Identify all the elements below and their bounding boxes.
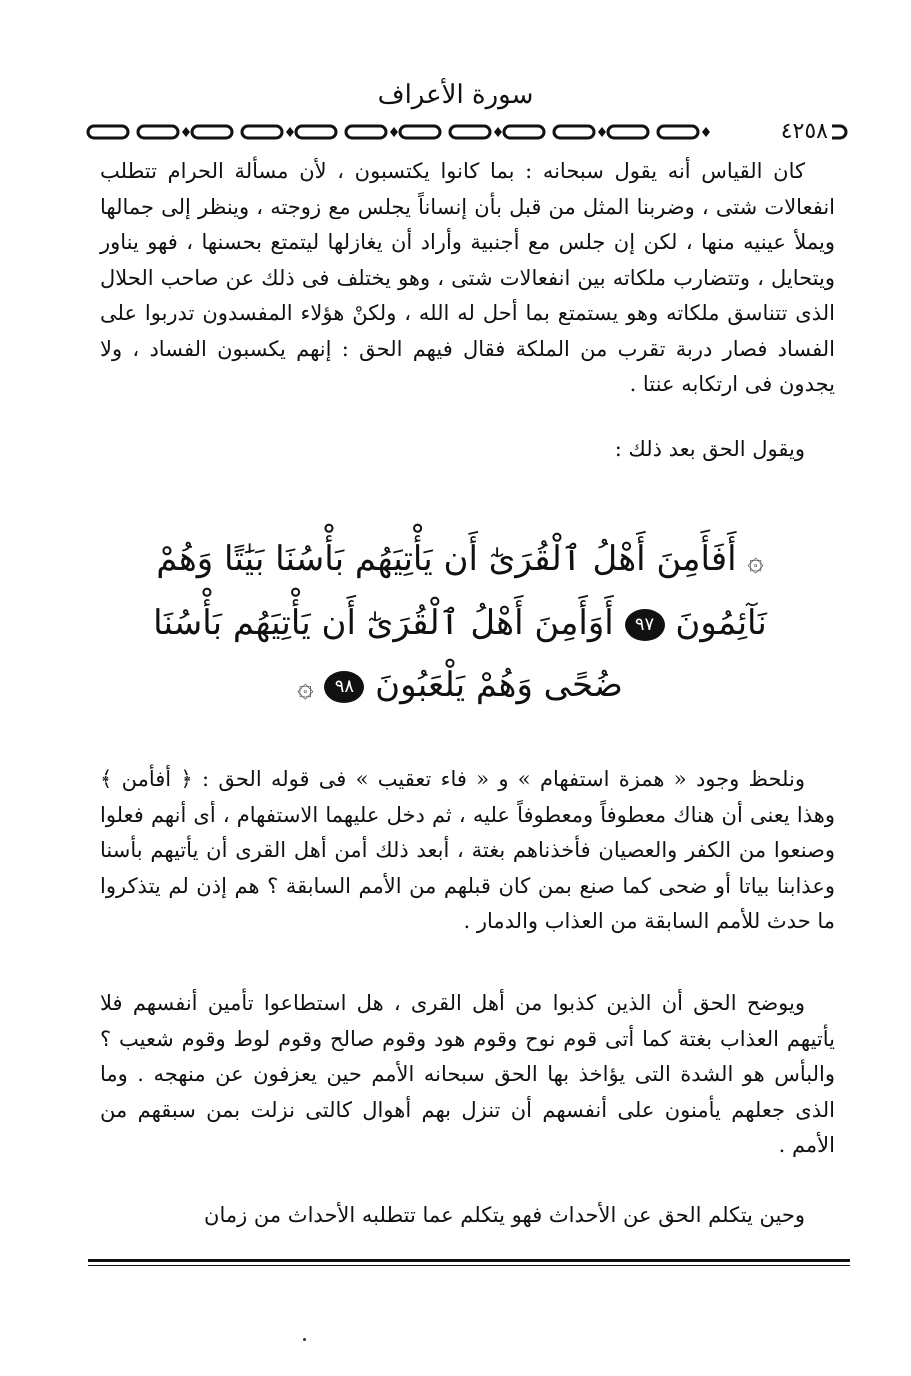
ayah-number-badge: ٩٧ (625, 609, 665, 641)
footer-rule-thick (88, 1259, 850, 1262)
paragraph-text: ويقول الحق بعد ذلك : (614, 437, 805, 461)
paragraph-text: ونلحظ وجود « همزة استفهام » و « فاء تعقيب » فى قوله الحق : ﴿ أفأمن ﴾ وهذا يعنى أن هناك معطوفاً ومعطوفاً عليه ، ثم دخل عليهما الاستفهام ، أى أنهم فعلوا وصنعوا من الكفر والعصيان فأخذناهم بغتة ، أبعد ذلك أمن أهل القرى أن يأتيهم بأسنا وعذابنا بياتا أو ضحى كما صنع بمن كان قبلهم من الأمم السابقة ؟ هم إذن لم يتذكروا ما حدث للأمم السابقة من العذاب والدمار . (100, 767, 835, 933)
paragraph-3 (100, 762, 835, 940)
paragraph-text: كان القياس أنه يقول سبحانه : بما كانوا يكتسبون ، لأن مسألة الحرام تتطلب انفعالات شتى ، وضربنا المثل من قبل بأن إنساناً يجلس مع زوجته ، وينظر إلى جمالها ويملأ عينيه منها ، لكن إن جلس مع أجنبية وأراد أن يغازلها ليتمتع بحسنها ، فهو يناور ويتحايل ، وتتضارب ملكاته بين انفعالات شتى ، وهو يختلف فى ذلك عن صاحب الحلال الذى تتناسق ملكاته وهو يستمتع بما أحل له الله ، ولكنْ هؤلاء المفسدون تدربوا على الفساد فصار دربة تقرب من الملكة فقال فيهم الحق : إنهم يكسبون الفساد ، ولا يجدون فى ارتكابه عنتا . (100, 159, 835, 396)
quran-verse-block (140, 528, 780, 718)
paragraph-4 (100, 986, 835, 1164)
header-ornament-row (86, 118, 850, 146)
paragraph-2 (100, 432, 835, 468)
paragraph-text: وحين يتكلم الحق عن الأحداث فهو يتكلم عما تتطلبه الأحداث من زمان (204, 1203, 805, 1227)
paragraph-5 (100, 1198, 835, 1234)
page-number: ٤٢٥٨ (777, 118, 832, 146)
verse-closing-ornament-icon: ۞ (297, 670, 314, 703)
footer-rule-thin (88, 1265, 850, 1266)
decorative-border (86, 118, 850, 146)
verse-text-97: أَفَأَمِنَ أَهْلُ ٱلْقُرَىٰٓ أَن يَأْتِيَهُم بَأْسُنَا بَيَٰتًا وَهُمْ نَآئِمُونَ (156, 539, 767, 643)
page-speck (303, 1338, 306, 1341)
verse-opening-ornament-icon: ۞ (747, 544, 764, 577)
ayah-number-badge: ٩٨ (324, 671, 364, 703)
verse-text-98: أَوَأَمِنَ أَهْلُ ٱلْقُرَىٰٓ أَن يَأْتِيَهُم بَأْسُنَا ضُحًى وَهُمْ يَلْعَبُونَ (153, 603, 623, 705)
paragraph-1 (100, 154, 835, 403)
paragraph-text: ويوضح الحق أن الذين كذبوا من أهل القرى ، هل استطاعوا تأمين أنفسهم فلا يأتيهم العذاب بغتة كما أتى قوم نوح وقوم هود وقوم صالح وقوم لوط وقوم شعيب ؟ والبأس هو الشدة التى يؤاخذ بها الحق سبحانه الأمم حين يعزفون عن منهجه . وما الذى جعلهم يأمنون على أنفسهم أن تنزل بهم أهوال كالتى نزلت بمن سبقهم من الأمم . (100, 991, 835, 1157)
surah-title: سورة الأعراف (377, 80, 534, 110)
